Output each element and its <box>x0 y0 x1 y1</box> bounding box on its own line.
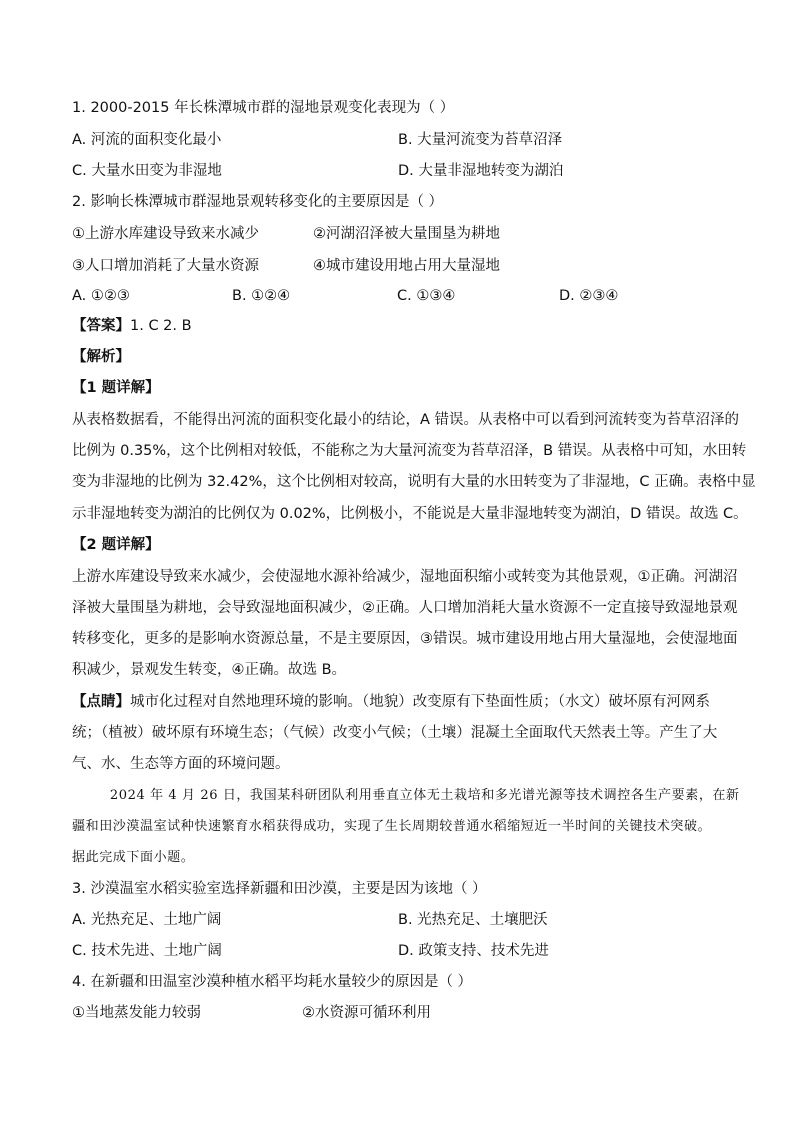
q2-statement-4: ④城市建设用地占用大量湿地 <box>313 258 500 274</box>
detail-2-line: 泽被大量围垦为耕地，会导致湿地面积减少，②正确。人口增加消耗大量水资源不一定直接导致湿地景观 <box>72 600 738 616</box>
answer-label: 【答案】 <box>72 318 130 334</box>
material-line: 2024 年 4 月 26 日，我国某科研团队利用垂直立体无土栽培和多光谱光源等技术调控各生产要素，在新 <box>72 788 740 803</box>
tip-label: 【点睛】 <box>72 694 130 710</box>
tip-line <box>72 692 710 712</box>
q3-option-c: C. 技术先进、土地广阔 <box>72 943 222 959</box>
detail-1-line: 变为非湿地的比例为 32.42%，这个比例相对较高，说明有大量的水田转变为了非湿地，C 正确。表格中显 <box>72 474 756 490</box>
detail-1-line: 从表格数据看，不能得出河流的面积变化最小的结论，A 错误。从表格中可以看到河流转变为苔草沼泽的 <box>72 412 740 428</box>
q2-statement-2: ②河湖沼泽被大量围垦为耕地 <box>313 226 500 242</box>
answer-text: 1. C 2. B <box>130 318 192 334</box>
q3-option-d: D. 政策支持、技术先进 <box>398 943 549 959</box>
answer-line <box>72 316 192 336</box>
detail-1-line: 比例为 0.35%，这个比例相对较低，不能称之为大量河流变为苔草沼泽，B 错误。从表格中可知，水田转 <box>72 443 747 459</box>
detail-2-line: 转移变化，更多的是影响水资源总量，不是主要原因，③错误。城市建设用地占用大量湿地，会使湿地面 <box>72 631 738 647</box>
q1-option-a: A. 河流的面积变化最小 <box>72 132 222 148</box>
tip-text: 城市化过程对自然地理环境的影响。（地貌）改变原有下垫面性质；（水文）破坏原有河网系 <box>130 694 710 710</box>
q4-statement-1: ①当地蒸发能力较弱 <box>72 1005 201 1021</box>
q3-option-a: A. 光热充足、土地广阔 <box>72 912 222 928</box>
detail-2-line: 上游水库建设导致来水减少，会使湿地水源补给减少，湿地面积缩小或转变为其他景观，①正确。河湖沼 <box>72 569 738 585</box>
q1-option-b: B. 大量河流变为苔草沼泽 <box>398 132 563 148</box>
q1-option-d: D. 大量非湿地转变为湖泊 <box>398 163 564 179</box>
q2-option-d: D. ②③④ <box>559 288 619 304</box>
q4-statement-2: ②水资源可循环利用 <box>302 1005 431 1021</box>
q2-option-b: B. ①②④ <box>232 288 291 304</box>
q4-stem: 4. 在新疆和田温室沙漠种植水稻平均耗水量较少的原因是（ ） <box>72 974 473 990</box>
q2-option-c: C. ①③④ <box>397 288 456 304</box>
q2-statement-3: ③人口增加消耗了大量水资源 <box>72 258 259 274</box>
q2-statement-1: ①上游水库建设导致来水减少 <box>72 226 259 242</box>
tip-line: 统；（植被）破坏原有环境生态；（气候）改变小气候；（土壤）混凝土全面取代天然表土等。产生了大 <box>72 725 718 741</box>
tip-line: 气、水、生态等方面的环境问题。 <box>72 756 290 772</box>
material-line: 据此完成下面小题。 <box>72 850 195 865</box>
detail-1-label: 【1 题详解】 <box>72 380 160 396</box>
analysis-label: 【解析】 <box>72 349 130 365</box>
q3-stem: 3. 沙漠温室水稻实验室选择新疆和田沙漠，主要是因为该地（ ） <box>72 881 487 897</box>
q1-stem: 1. 2000-2015 年长株潭城市群的湿地景观变化表现为（ ） <box>72 100 455 116</box>
detail-1-line: 示非湿地转变为湖泊的比例仅为 0.02%，比例极小，不能说是大量非湿地转变为湖泊，D 错误。故选 C。 <box>72 506 748 522</box>
q2-stem: 2. 影响长株潭城市群湿地景观转移变化的主要原因是（ ） <box>72 194 444 210</box>
q2-option-a: A. ①②③ <box>72 288 130 304</box>
detail-2-label: 【2 题详解】 <box>72 537 160 553</box>
detail-2-line: 积减少，景观发生转变，④正确。故选 B。 <box>72 662 347 678</box>
q1-option-c: C. 大量水田变为非湿地 <box>72 163 222 179</box>
material-line: 疆和田沙漠温室试种快速繁育水稻获得成功，实现了生长周期较普通水稻缩短近一半时间的关键技术突破。 <box>72 819 712 834</box>
q3-option-b: B. 光热充足、土壤肥沃 <box>398 912 548 928</box>
